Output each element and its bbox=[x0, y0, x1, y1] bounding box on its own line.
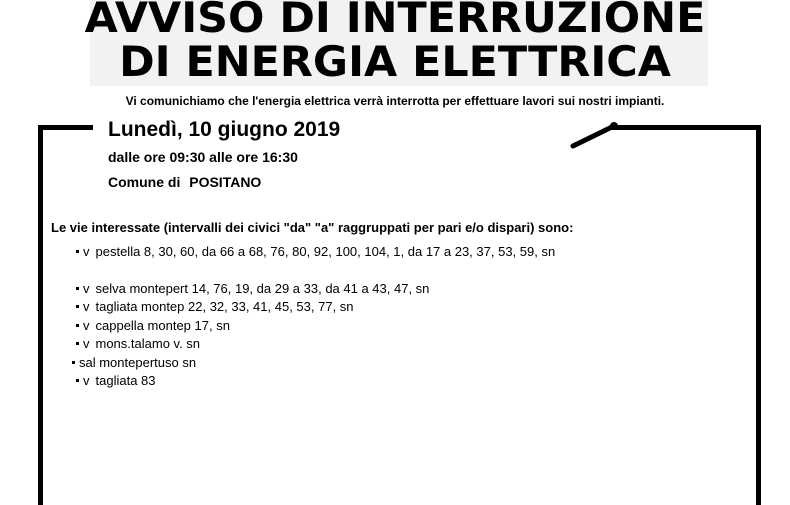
outage-date: Lunedì, 10 giugno 2019 bbox=[108, 118, 341, 141]
street-text: cappella montep 17, sn bbox=[95, 318, 230, 333]
bullet-icon bbox=[76, 342, 79, 345]
comune-line bbox=[108, 174, 261, 190]
frame-border-top-right bbox=[612, 125, 761, 130]
comune-label: Comune di bbox=[108, 174, 181, 190]
streets-title: Le vie interessate (intervalli dei civici "da" "a" raggruppati per pari e/o dispari) sono: bbox=[51, 220, 574, 235]
street-text: selva montepert 14, 76, 19, da 29 a 33, da 41 a 43, 47, sn bbox=[95, 281, 430, 296]
street-prefix: v bbox=[83, 318, 90, 333]
street-text: sal montepertuso sn bbox=[79, 355, 197, 370]
frame-border-right bbox=[756, 125, 761, 505]
street-text: mons.talamo v. sn bbox=[95, 336, 201, 351]
notice-title-line1: AVVISO DI INTERRUZIONE bbox=[84, 0, 706, 42]
frame-border-left bbox=[38, 125, 43, 505]
street-prefix: v bbox=[83, 244, 90, 259]
street-item bbox=[76, 299, 354, 314]
street-prefix: v bbox=[83, 281, 90, 296]
street-item bbox=[76, 281, 429, 296]
bullet-icon bbox=[76, 250, 79, 253]
street-item bbox=[76, 336, 200, 351]
street-prefix: v bbox=[83, 336, 90, 351]
street-prefix: v bbox=[83, 299, 90, 314]
intro-text: Vi comunichiamo che l'energia elettrica verrà interrotta per effettuare lavori sui nostri impianti. bbox=[125, 94, 665, 108]
bullet-icon bbox=[76, 287, 79, 290]
notice-title-line2: DI ENERGIA ELETTRICA bbox=[119, 37, 671, 86]
street-item bbox=[76, 373, 156, 388]
bullet-icon bbox=[76, 305, 79, 308]
street-item bbox=[76, 318, 230, 333]
outage-hours: dalle ore 09:30 alle ore 16:30 bbox=[108, 149, 298, 165]
street-item bbox=[72, 355, 196, 370]
street-text: tagliata 83 bbox=[95, 373, 156, 388]
bullet-icon bbox=[76, 324, 79, 327]
bullet-icon bbox=[76, 379, 79, 382]
switch-lever-icon bbox=[570, 115, 630, 151]
street-text: tagliata montep 22, 32, 33, 41, 45, 53, 77, sn bbox=[95, 299, 354, 314]
street-item bbox=[76, 244, 555, 259]
street-text: pestella 8, 30, 60, da 66 a 68, 76, 80, 92, 100, 104, 1, da 17 a 23, 37, 53, 59, sn bbox=[95, 244, 556, 259]
bullet-icon bbox=[72, 361, 75, 364]
frame-border-top-left bbox=[38, 125, 93, 130]
street-prefix: v bbox=[83, 373, 90, 388]
comune-name: POSITANO bbox=[189, 174, 262, 190]
